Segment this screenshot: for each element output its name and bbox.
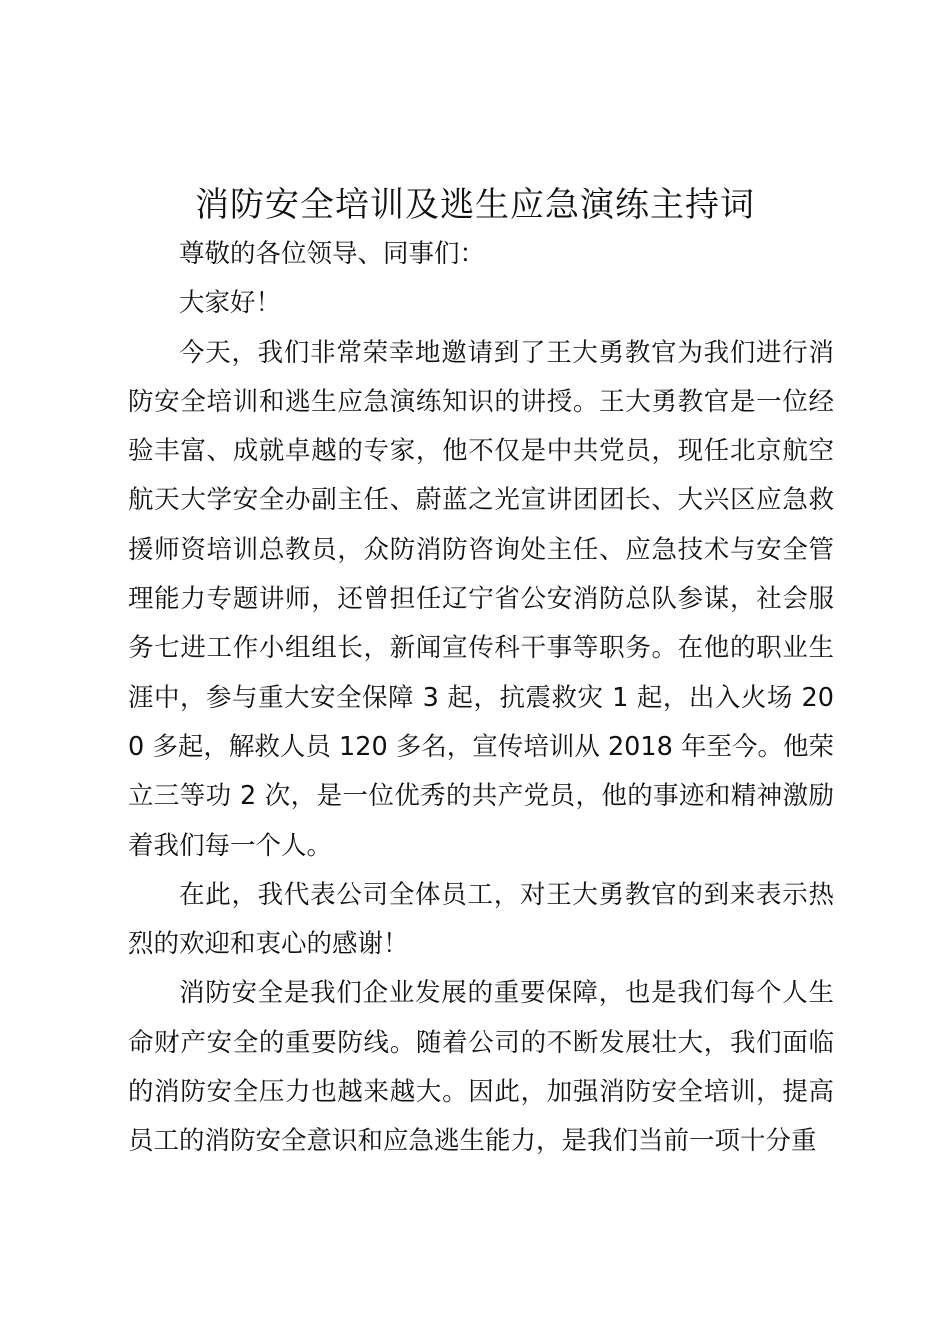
fire-safety-importance-paragraph: 消防安全是我们企业发展的重要保障，也是我们每个人生命财产安全的重要防线。随着公司的不断发展壮大，我们面临的消防安全压力也越来越大。因此，加强消防安全培训，提高员工的消防安全意识和应急逃生能力，是我们当前一项十分重 bbox=[128, 978, 834, 1157]
welcome-paragraph: 在此，我代表公司全体员工，对王大勇教官的到来表示热烈的欢迎和衷心的感谢！ bbox=[128, 879, 834, 960]
greeting-paragraph: 大家好！ bbox=[179, 288, 282, 319]
salutation-paragraph: 尊敬的各位领导、同事们： bbox=[179, 239, 486, 269]
document-title: 消防安全培训及逃生应急演练主持词 bbox=[195, 185, 755, 225]
instructor-introduction-paragraph: 今天，我们非常荣幸地邀请到了王大勇教官为我们进行消防安全培训和逃生应急演练知识的讲授。王大勇教官是一位经验丰富、成就卓越的专家，他不仅是中共党员，现任北京航空航天大学安全办副主任、蔚蓝之光宣讲团团长、大兴区应急救援师资培训总教员，众防消防咨询处主任、应急技术与安全管理能力专题讲师，还曾担任辽宁省公安消防总队参谋，社会服务七进工作小组组长，新闻宣传科干事等职务。在他的职业生涯中，参与重大安全保障 3 起，抗震救灾 1 起，出入火场 200 多起，解救人员 120 多名，宣传培训从 2018 年至今。他荣立三等功 2 次，是一位优秀的共产党员，他的事迹和精神激励着我们每一个人。 bbox=[128, 337, 834, 861]
document-body bbox=[128, 230, 834, 1167]
